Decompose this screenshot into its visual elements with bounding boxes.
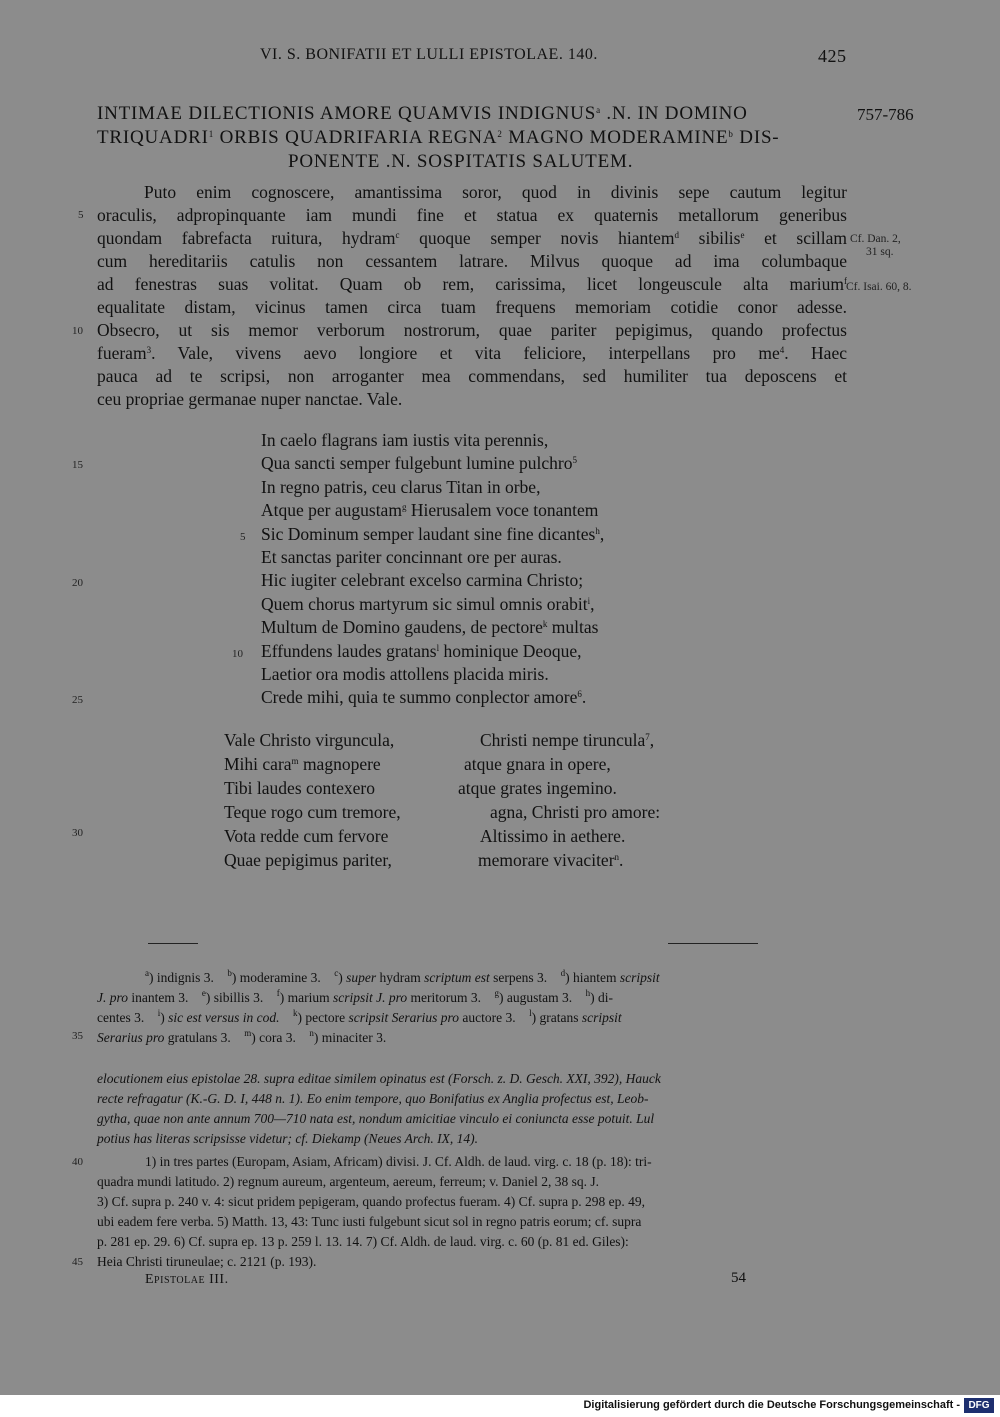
commentary-line: potius has literas scripsisse videtur; cf. Diekamp (Neues Arch. IX, 14). <box>97 1131 478 1146</box>
verse-line: Quem chorus martyrum sic simul omnis orabit$^i$, <box>261 593 595 614</box>
date-margin: 757-786 <box>857 105 914 124</box>
line-number: 20 <box>72 577 83 589</box>
letter-prose <box>97 181 847 411</box>
distich-right: Altissimo in aethere. <box>480 826 626 846</box>
verse-number: 10 <box>232 648 243 660</box>
prose-line: Puto enim cognoscere, amantissima soror, quod in divinis sepe cautum legitur <box>144 182 847 202</box>
line-number: 10 <box>72 325 83 337</box>
distich-right: atque grates ingemino. <box>458 778 617 798</box>
line-number: 30 <box>72 827 83 839</box>
note-line: 3) Cf. supra p. 240 v. 4: sicut pridem pepigeram, quando profectus fueram. 4) Cf. supra p. 298 ep. 49, <box>97 1194 645 1209</box>
verse-line: Hic iugiter celebrant excelso carmina Christo; <box>261 570 584 591</box>
note-line: 1) in tres partes (Europam, Asiam, Africam) divisi. J. Cf. Aldh. de laud. virg. c. 18 (p. 18): tri- <box>145 1154 652 1169</box>
verse-line: Et sanctas pariter concinnant ore per auras. <box>261 546 562 567</box>
apparatus-line: $^a$) indignis 3. $^b$) moderamine 3. $^c$) super hydram scriptum est serpens 3. $^d$) hiantem scripsit <box>145 968 660 985</box>
verse-line: Multum de Domino gaudens, de pectore$^k$ multas <box>261 617 599 638</box>
verse-line: In regno patris, ceu clarus Titan in orbe, <box>261 476 541 497</box>
commentary <box>97 1069 842 1149</box>
page-number: 425 <box>818 46 847 66</box>
verse-line: Effundens laudes gratans$^l$ hominique Deoque, <box>261 640 582 661</box>
commentary-line: recte refragatur (K.-G. D. I, 448 n. 1). Eo enim tempore, quo Bonifatius ex Anglia profectus est, Leob- <box>97 1091 649 1106</box>
prose-line: equalitate distam, vicinus tamen circa tuam frequens memoriam cotidie conor adesse. <box>97 297 847 317</box>
line-number: 5 <box>78 209 84 221</box>
distich-right: memorare vivaciter$^n$. <box>478 850 624 870</box>
note-line: p. 281 ep. 29. 6) Cf. supra ep. 13 p. 259 l. 13. 14. 7) Cf. Aldh. de laud. virg. c. 60 (p. 81 ed. Giles): <box>97 1234 629 1249</box>
footnote-rule <box>668 943 758 944</box>
note-line: quadra mundi latitudo. 2) regnum aureum, argenteum, aereum, ferreum; v. Daniel 2, 38 sq. J. <box>97 1174 599 1189</box>
prose-line: ceu propriae germanae nuper nanctae. Vale. <box>97 389 403 409</box>
verse-number: 5 <box>240 531 246 543</box>
margin-ref-dan-sq: 31 sq. <box>866 246 894 258</box>
verse-poem <box>261 429 604 710</box>
distich-right: agna, Christi pro amore: <box>490 802 661 822</box>
title-line-3: PONENTE .N. SOSPITATIS SALUTEM. <box>288 151 634 172</box>
prose-line: cum hereditariis catulis non cessantem latrare. Milvus quoque ad ima columbaque <box>97 251 847 271</box>
verse-line: In caelo flagrans iam iustis vita perennis, <box>261 430 549 450</box>
dfg-logo[interactable]: DFG <box>964 1398 994 1413</box>
footnote-rule <box>148 943 198 944</box>
commentary-line: elocutionem eius epistolae 28. supra editae similem opinatus est (Forsch. z. D. Gesch. XXI, 392), Hauck <box>97 1071 661 1086</box>
distich-left: Tibi laudes contexero <box>224 778 375 798</box>
apparatus-line: J. pro inantem 3. $^e$) sibillis 3. $^f$) marium scripsit J. pro meritorum 3. $^g$) augustam 3. $^h$) di- <box>97 988 614 1005</box>
verse-line: Crede mihi, quia te summo conplector amore$^6$. <box>261 687 587 708</box>
margin-ref-isai: Cf. Isai. 60, 8. <box>846 281 912 293</box>
prose-line: pauca ad te scripsi, non arroganter mea commendans, sed humiliter tua deposcens et <box>97 366 847 386</box>
title-line-2: TRIQUADRI$^1$ ORBIS QUADRIFARIA REGNA$^2$ MAGNO MODERAMINE$^b$ DIS- <box>97 127 780 148</box>
verse-line: Laetior ora modis attollens placida miris. <box>261 663 549 684</box>
distich-right: Christi nempe tiruncula$^7$, <box>480 730 655 750</box>
verse-line: Qua sancti semper fulgebunt lumine pulchro$^5$ <box>261 453 578 474</box>
digitization-credit: Digitalisierung gefördert durch die Deutsche Forschungsgemeinschaft - <box>583 1399 960 1411</box>
verse-line: Atque per augustam$^g$ Hierusalem voce tonantem <box>261 500 599 521</box>
running-title: VI. S. BONIFATII ET LULLI EPISTOLAE. 140. <box>260 46 598 63</box>
distich-right: atque gnara in opere, <box>464 754 611 774</box>
line-number: 40 <box>72 1156 83 1168</box>
prose-line: quondam fabrefacta ruitura, hydram$^c$ quoque semper novis hiantem$^d$ sibilis$^e$ et scillam <box>97 228 847 248</box>
line-number: 15 <box>72 459 83 471</box>
verse-line: Sic Dominum semper laudant sine fine dicantes$^h$, <box>261 523 605 544</box>
distich-left: Quae pepigimus pariter, <box>224 850 392 870</box>
distich-left: Mihi cara$^m$ magnopere <box>224 754 381 774</box>
line-number: 35 <box>72 1030 83 1042</box>
line-number: 25 <box>72 694 83 706</box>
digitization-credit-bar <box>0 1395 1000 1417</box>
margin-ref-dan: Cf. Dan. 2, <box>850 233 901 245</box>
prose-line: Obsecro, ut sis memor verborum nostrorum, quae pariter pepigimus, quando profectus <box>97 320 847 340</box>
note-line: Heia Christi tiruneulae; c. 2121 (p. 193). <box>97 1254 317 1269</box>
line-number: 45 <box>72 1256 83 1268</box>
prose-line: fueram$^3$. Vale, vivens aevo longiore et vita feliciore, interpellans pro $me^4$. Haec <box>97 343 847 363</box>
title-line-1: INTIMAE DILECTIONIS AMORE QUAMVIS INDIGNUS$^a$ .N. IN DOMINO <box>97 103 748 124</box>
commentary-line: gytha, quae non ante annum 700—710 nata est, nondum amicitiae vinculo ei coniuncta esse potuit. Lul <box>97 1111 655 1126</box>
apparatus-line: Serarius pro gratulans 3. $^m$) cora 3. $^n$) minaciter 3. <box>97 1028 387 1045</box>
signature-mark: Epistolae III. <box>145 1272 229 1287</box>
distich-left: Vota redde cum fervore <box>224 826 389 846</box>
critical-apparatus <box>97 968 842 1048</box>
note-line: ubi eadem fere verba. 5) Matth. 13, 43: Tunc iusti fulgebunt sicut sol in regno patris eorum; cf. supra <box>97 1214 642 1229</box>
source-notes <box>97 1152 842 1272</box>
apparatus-line: centes 3. $^i$) sic est versus in cod. $^k$) pectore scripsit Serarius pro auctore 3. $^l$) gratans scripsit <box>97 1008 622 1025</box>
prose-line: oraculis, adpropinquante iam mundi fine et statua ex quaternis metallorum generibus <box>97 205 847 225</box>
distich-left: Teque rogo cum tremore, <box>224 802 401 822</box>
prose-line: ad fenestras suas volitat. Quam ob rem, carissima, licet longeuscule alta marium$^f$ <box>97 274 847 294</box>
distich-left: Vale Christo virguncula, <box>224 730 395 750</box>
sheet-number: 54 <box>731 1270 746 1286</box>
